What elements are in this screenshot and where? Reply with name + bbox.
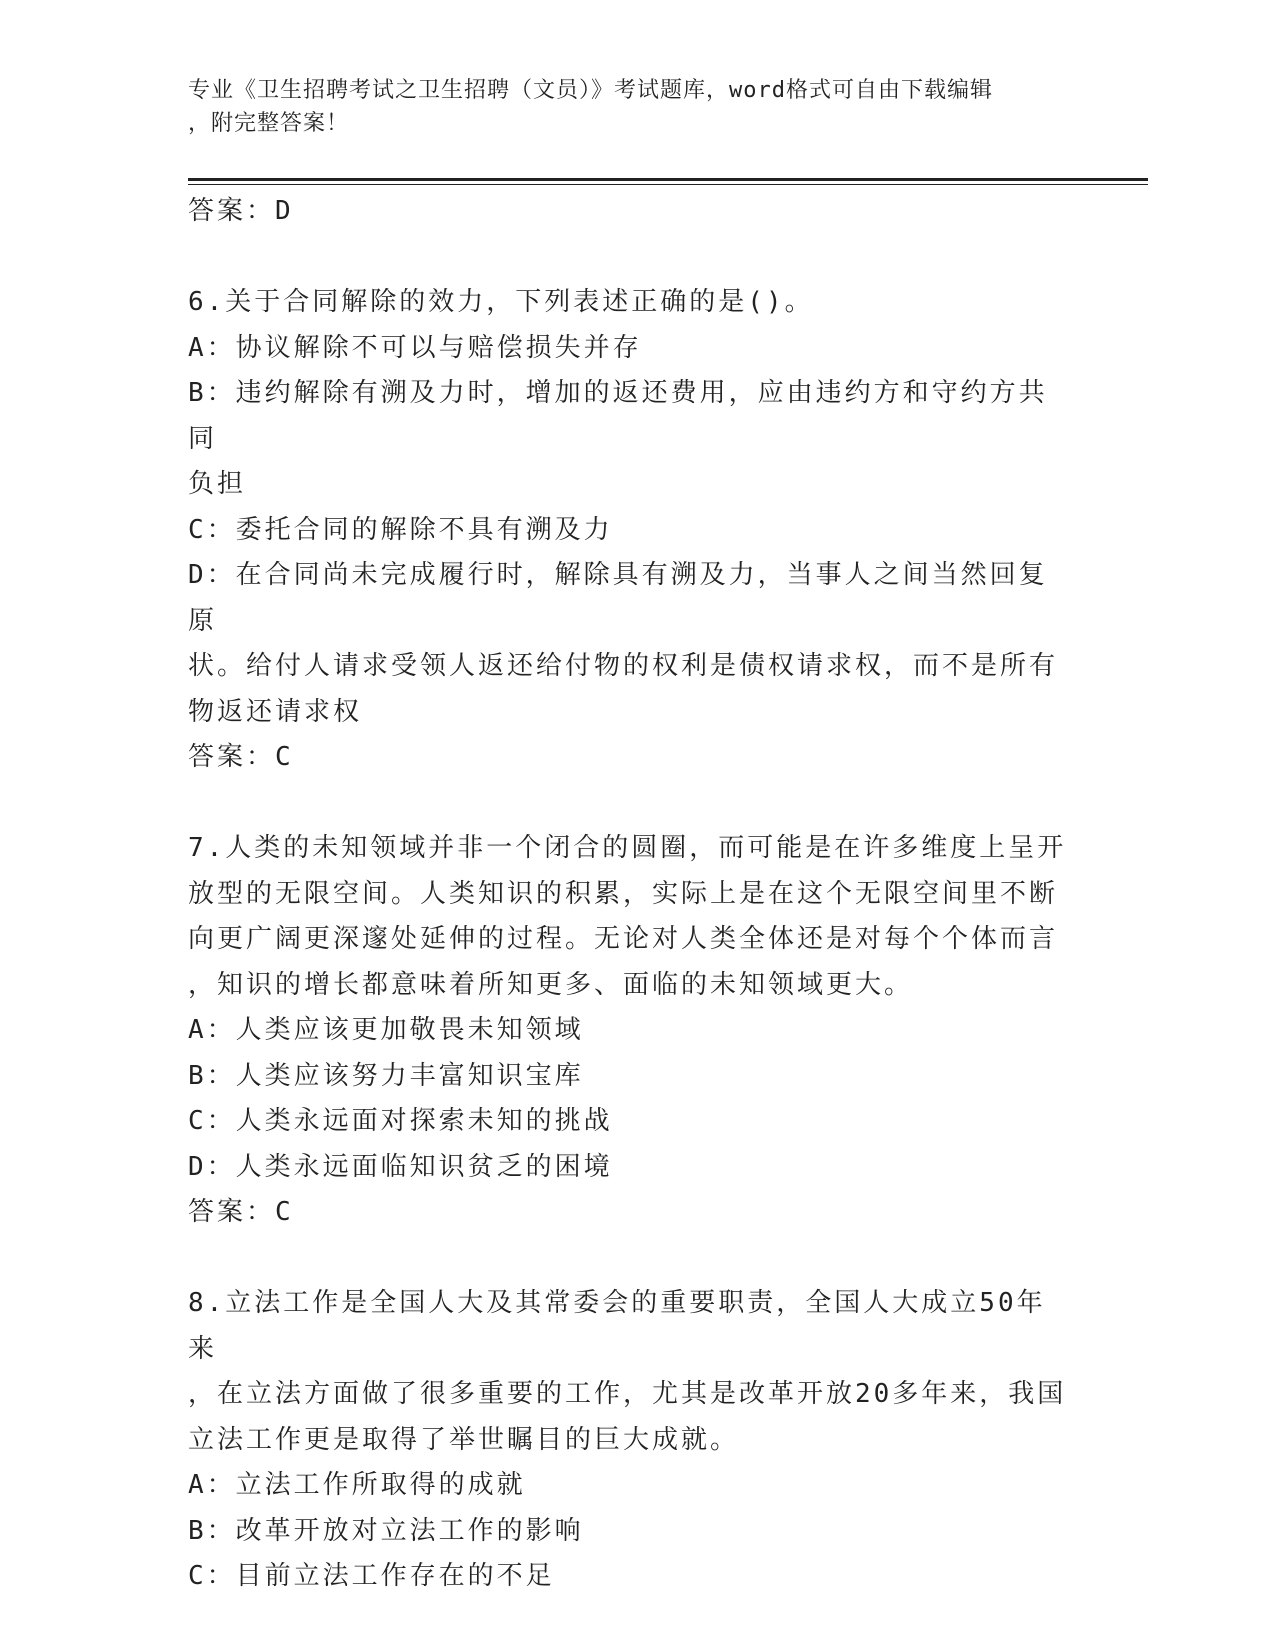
document-body (188, 189, 1068, 1600)
option-c: C：目前立法工作存在的不足 (188, 1561, 555, 1591)
question-stem-cont: 放型的无限空间。人类知识的积累，实际上是在这个无限空间里不断 (188, 878, 1059, 909)
question-stem-cont: 立法工作更是取得了举世瞩目的巨大成就。 (188, 1424, 740, 1455)
header-rule-thin (188, 184, 1148, 185)
question-stem-cont: ，知识的增长都意味着所知更多、面临的未知领域更大。 (188, 969, 914, 1000)
question-8 (188, 1281, 1068, 1600)
option-d: D：人类永远面临知识贫乏的困境 (188, 1151, 613, 1182)
question-stem: 8.立法工作是全国人大及其常委会的重要职责，全国人大成立50年来 (188, 1288, 1046, 1364)
question-stem: 6.关于合同解除的效力，下列表述正确的是()。 (188, 287, 814, 317)
answer: 答案：C (188, 1197, 294, 1227)
option-c: C：人类永远面对探索未知的挑战 (188, 1106, 613, 1136)
option-d-cont: 物返还请求权 (188, 696, 363, 727)
question-7 (188, 826, 1068, 1236)
option-a: A：立法工作所取得的成就 (188, 1470, 526, 1500)
spacer (188, 1236, 1068, 1282)
option-b: B：改革开放对立法工作的影响 (188, 1515, 584, 1546)
option-c: C：委托合同的解除不具有溯及力 (188, 514, 613, 545)
option-d: D：在合同尚未完成履行时，解除具有溯及力，当事人之间当然回复原 (188, 560, 1048, 636)
option-d-cont: 状。给付人请求受领人返还给付物的权利是债权请求权，而不是所有 (188, 651, 1059, 681)
question-stem-cont: ，在立法方面做了很多重要的工作，尤其是改革开放20多年来，我国 (188, 1379, 1067, 1409)
option-a: A：人类应该更加敬畏未知领域 (188, 1015, 584, 1045)
spacer (188, 781, 1068, 827)
header-rule-thick (188, 178, 1148, 181)
answer-previous: 答案：D (188, 196, 294, 226)
question-stem: 7.人类的未知领域并非一个闭合的圆圈，而可能是在许多维度上呈开 (188, 833, 1067, 863)
option-b: B：违约解除有溯及力时，增加的返还费用，应由违约方和守约方共同 (188, 378, 1048, 454)
option-b: B：人类应该努力丰富知识宝库 (188, 1060, 584, 1091)
header-line-1: 专业《卫生招聘考试之卫生招聘（文员）》考试题库，word格式可自由下载编辑 (188, 78, 993, 103)
document-header (188, 74, 1078, 140)
question-stem-cont: 向更广阔更深邃处延伸的过程。无论对人类全体还是对每个个体而言 (188, 924, 1059, 954)
header-line-2: ，附完整答案！ (188, 111, 350, 136)
spacer (188, 235, 1068, 281)
option-b-cont: 负担 (188, 469, 247, 499)
option-a: A：协议解除不可以与赔偿损失并存 (188, 332, 642, 363)
answer: 答案：C (188, 742, 294, 772)
question-6 (188, 280, 1068, 781)
